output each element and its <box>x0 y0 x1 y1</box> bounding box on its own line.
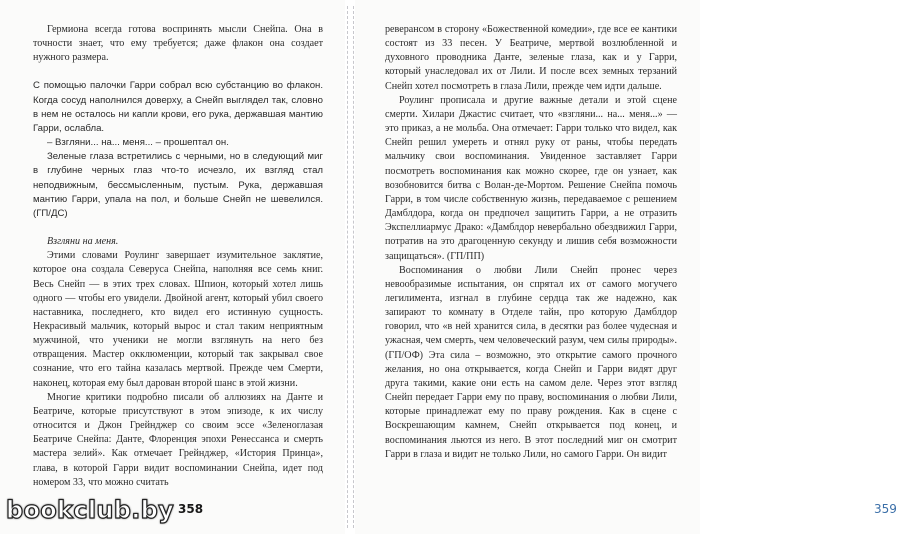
left-paragraph-3: Многие критики подробно писали об аллюзиях на Данте и Беатриче, которые присутствуют в этом эпизоде, к их числу относится и Джон Грейнджер со своим эссе «Зеленоглазая Беатриче Снейпа: Данте, Флоренция эпохи Ренессанса и смерть мастера зелий». Как отмечает Грейнджер, «История Принца», глава, в которой Гарри видит воспоминании Снейпа, идет под номером 33, что можно считать <box>33 391 323 488</box>
left-gutter-divider <box>347 6 348 528</box>
left-quote-1: С помощью палочки Гарри собрал всю субстанцию во флакон. Когда сосуд наполнился доверху, а Снейп выглядел так, словно в нем не осталось ни капли крови, его рука, державшая мантию Гарри, ослабла. <box>33 80 323 134</box>
left-paragraph-1: Гермиона всегда готова воспринять мысли Снейпа. Она в точности знает, что ему требуется; даже флакон она создает нужного размера. <box>33 24 323 64</box>
right-paragraph-2: Роулинг прописала и другие важные детали и этой сцене смерти. Хилари Джастис считает, что «взгляни... на... меня...» — это приказ, а не мольба. Она отмечает: Гарри только что видел, как Снейп решил умереть и отнял руку от раны, чтобы передать мальчику свои воспоминания. Увиденное заставляет Гарри посмотреть воспоминания как можно скорее, где он узнает, как возобновится битва с Волан-де-Мортом. Решение Снейпа помочь Гарри, в том числе собственную жизнь, передаваемое с решением Дамблдора, когда он предпочел защитить Гарри, а не отразить Экспеллиармус Драко: «Дамблдор невербально обездвижил Гарри, потратив на это драгоценную секунду и лишив себя возможности защищаться». (ГП/ПП) <box>385 94 677 262</box>
left-paragraph-2: Этими словами Роулинг завершает изумительное заклятие, которое она создала Северуса Снейпа, наполняя все семь книг. Весь Снейп — в этих трех словах. Шпион, который хотел лишь одного — чтобы его увидели. Двойной агент, который убил своего наставника, последнего, кто видел его истинную сущность. Некрасивый мальчик, который вырос и стал таким неприятным мужчиной, что ученики не могли взглянуть на него без отвращения. Мастер окклюменции, который так закрывал свое сознание, что его тайна казалась мертвой. Прежде чем Смерти, наконец, которая ему был дарован второй шанс в этой жизни. <box>33 250 323 389</box>
watermark-logo: bookclub.by <box>6 496 175 524</box>
left-quote-3: Зеленые глаза встретились с черными, но в следующий миг в глубине черных глаз что-то исчезло, их взгляд стал неподвижным, бессмысленным, пустым. Рука, державшая мантию Гарри, упала на пол, и больше Снейп не шевелился. (ГП/ДС) <box>33 151 323 219</box>
right-paragraph-1: реверансом в сторону «Божественной комедии», где все ее кантики состоят из 33 песен. У Беатриче, мертвой возлюбленной и духовного проводника Данте, зеленые глаза, как и у Гарри, который унаследовал их от Лили. И после всех земных терзаний Снейп хотел посмотреть в глаза Лили, прежде чем идти дальше. <box>385 24 677 92</box>
right-page <box>355 0 897 534</box>
left-page <box>0 0 345 534</box>
left-page-number: 358 <box>178 502 204 516</box>
right-gutter-divider <box>353 6 354 528</box>
left-subheading: Взгляни на меня. <box>47 236 119 248</box>
left-page-text <box>33 23 323 490</box>
right-page-text <box>385 23 677 462</box>
right-page-number: 359 <box>874 502 897 516</box>
left-quote-2: – Взгляни... на... меня... – прошептал он. <box>47 137 229 149</box>
right-paragraph-3: Воспоминания о любви Лили Снейп пронес через невообразимые испытания, он спрятал их от самого могучего легилимента, изгнал в глубине сердца так же надежно, как запирают то комнату в Отделе тайн, про которую Дамблдор говорил, что «в ней хранится сила, в десятки раз более чудесная и ужасная, чем смерть, чем человеческий разум, чем силы природы». (ГП/ОФ) Эта сила – возможно, это открытие самого прочного желания, но она открывается, когда Снейп и Гарри видят друг друга такими, какие они есть на самом деле. Через этот взгляд Снейп передает Гарри ему по праву, воспоминания о любви Лили, которые принадлежат ему по праву рождения. Как в сцене с Воскрешающим камнем, Снейп открывается под конец, и воспоминания льются из него. В этот последний миг он смотрит Гарри в глаза и видит не только Лили, но самого Гарри. Он видит <box>385 264 677 460</box>
